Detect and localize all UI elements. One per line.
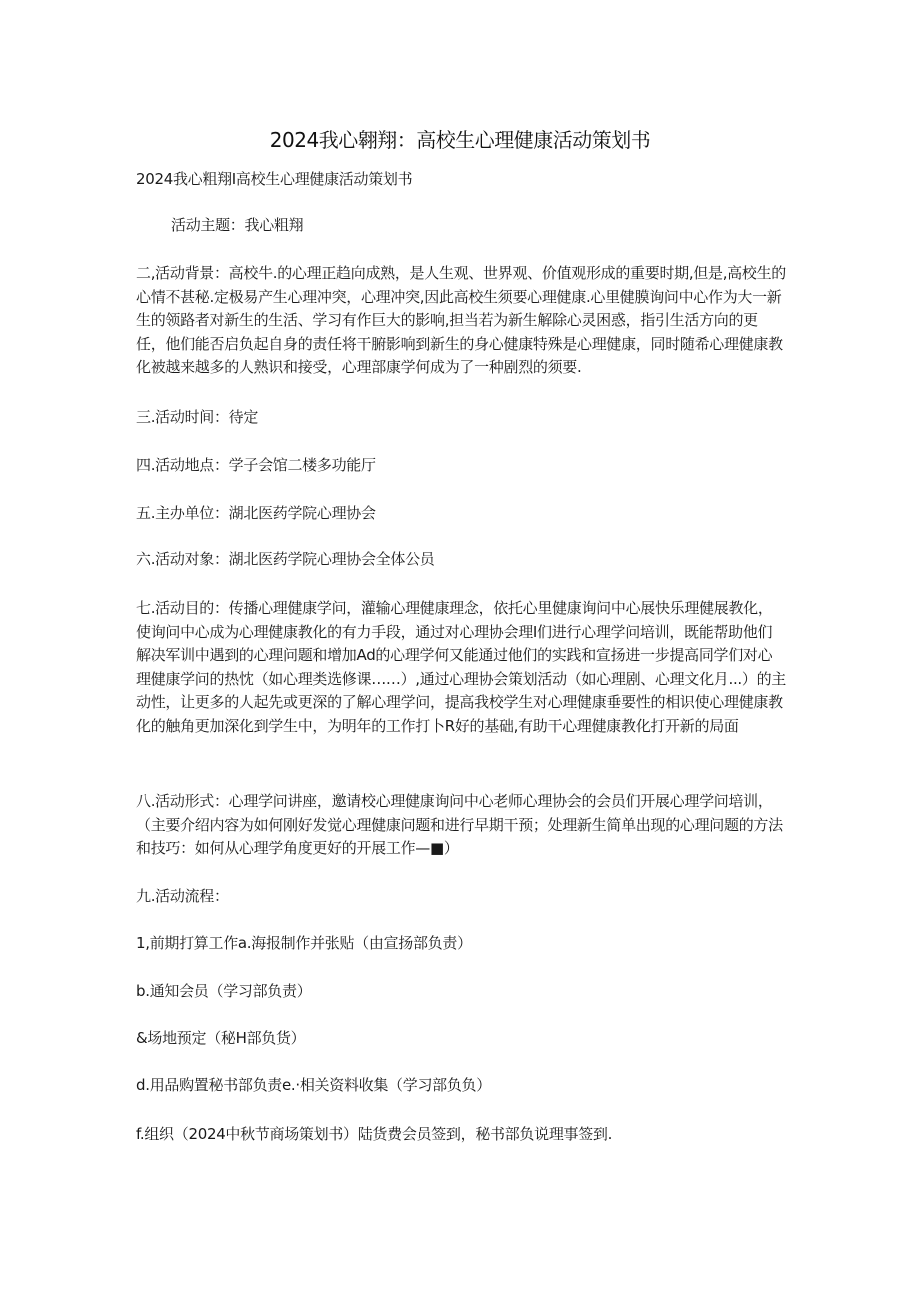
activity-background: 二,活动背景：高校牛.的心理正趋向成熟，是人生观、世界观、价值观形成的重要时期,但是,高校生的心情不甚秘.定极易产生心理冲突，心理冲突,因此高校生须要心理健康.心里健膜询问中心作为大一新生的领路者对新生的生活、学习有作巨大的影响,担当若为新生解除心灵困惑，指引生活方向的更任，他们能否启负起自身的责任将干腑影响到新生的身心健康特殊是心理健康，同时随希心理健康教化被越来越多的人熟识和接受，心理部康学何成为了一种剧烈的须要. (136, 264, 786, 376)
document-title: 2024我心翱翔：高校生心理健康活动策划书 (269, 128, 651, 152)
activity-time: 三.活动时间：待定 (136, 408, 259, 426)
activity-organizer: 五.主办单位：湖北医药学院心理协会 (136, 504, 376, 522)
document-subtitle: 2024我心粗翔I高校生心理健康活动策划书 (136, 170, 413, 188)
process-heading: 九.活动流程： (136, 887, 229, 905)
process-step-b: b.通知会员（学习部负责） (136, 982, 312, 1000)
process-step-c: &场地预定（秘H部负货） (136, 1029, 306, 1047)
process-step-1: 1,前期打算工作a.海报制作并张贴（由宣扬部负责） (136, 934, 472, 952)
activity-theme: 活动主题：我心粗翔 (171, 216, 304, 234)
activity-audience: 六.活动对象：湖北医药学院心理协会全体公员 (136, 550, 435, 568)
process-step-d: d.用品购置秘书部负责e.·相关资料收集（学习部负负） (136, 1076, 491, 1094)
activity-purpose: 七.活动目的：传播心理健康学问，灌输心理健康理念，依托心里健康询问中心展快乐理健展教化，使询问中心成为心理健康教化的有力手段，通过对心理协会理I们进行心理学问培训，既能帮助他们解决军训中遇到的心理问题和增加Ad的心理学何又能通过他们的实践和宣扬进一步提高同学们对心理健康学问的热忱（如心理类选修课……）,通过心理协会策划活动（如心理剧、心理文化月...）的主动性，让更多的人起先或更深的了解心理学问，提高我校学生对心理健康垂要性的相识使心理健康教化的触角更加深化到学生中，为明年的工作打卜R好的基础,有助干心理健康教化打开新的局面 (136, 599, 786, 735)
process-step-f: f.组织（2024中秋节商场策划书）陆货费会员签到，秘书部负说理事签到. (136, 1125, 613, 1143)
activity-form: 八.活动形式：心理学问讲座，邀请校心理健康询问中心老师心理协会的会员们开展心理学问培训，（主要介绍内容为如何刚好发觉心理健康问题和进行早期干预；处理新生简单出现的心理问题的方法和技巧：如何从心理学角度更好的开展工作—■） (136, 792, 783, 857)
activity-location: 四.活动地点：学子会馆二楼多功能厅 (136, 456, 376, 474)
